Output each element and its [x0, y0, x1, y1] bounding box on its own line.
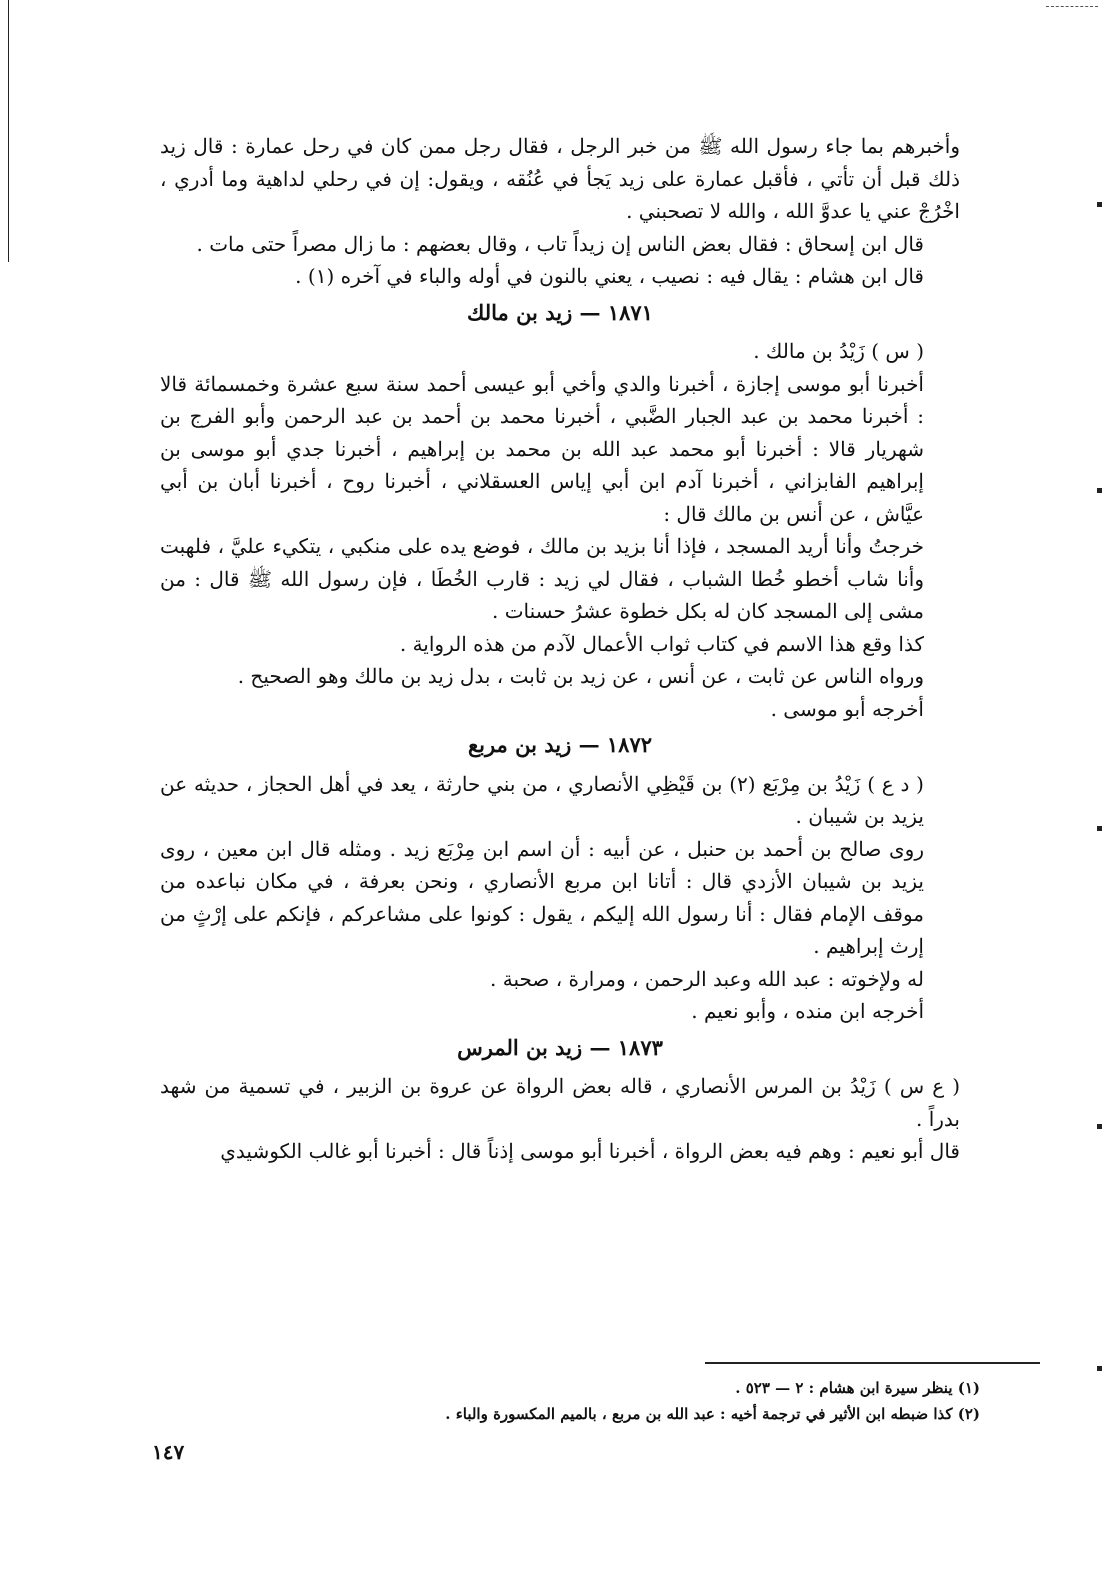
- page-body: [160, 130, 960, 1168]
- paragraph: روى صالح بن أحمد بن حنبل ، عن أبيه : أن اسم ابن مِرْبَع زيد . ومثله قال ابن معين ، روى يزيد بن شيبان الأزدي قال : أتانا ابن مربع الأنصاري ، ونحن بعرفة ، في مكان نباعده من موقف الإمام فقال : أنا رسول الله إليكم ، يقول : كونوا على مشاعركم ، فإنكم على إرْثٍ من إرث إبراهيم .: [160, 836, 924, 958]
- footnote: (١) ينظر سيرة ابن هشام : ٢ — ٥٢٣ .: [735, 1379, 980, 1397]
- paragraph: خرجتُ وأنا أريد المسجد ، فإذا أنا بزيد بن مالك ، فوضع يده على منكبي ، يتكيء عليَّ ، فلهبت وأنا شاب أخطو خُطا الشباب ، فقال لي زيد : قارب الخُطَا ، فإن رسول الله ﷺ قال : من مشى إلى المسجد كان له بكل خطوة عشرُ حسنات .: [160, 534, 924, 623]
- footnotes: [300, 1375, 980, 1427]
- entry-heading-1872: ١٨٧٢ — زيد بن مربع: [467, 732, 653, 757]
- paragraph: وأخبرهم بما جاء رسول الله ﷺ من خبر الرجل ، فقال رجل ممن كان في رحل عمارة : قال زيد ذلك قبل أن تأتي ، فأقبل عمارة على زيد يَجأ في عُنُقه ، ويقول: إن في رحلي لداهية وما أدري ، اخْرُجْ عني يا عدوَّ الله ، والله لا تصحبني .: [160, 134, 960, 223]
- entry-heading-1873: ١٨٧٣ — زيد بن المرس: [457, 1034, 663, 1060]
- paragraph: قال ابن إسحاق : فقال بعض الناس إن زيداً تاب ، وقال بعضهم : ما زال مصراً حتى مات .: [196, 231, 924, 256]
- paragraph: له ولإخوته : عبد الله وعبد الرحمن ، ومرارة ، صحبة .: [490, 966, 924, 991]
- scan-margin-dot: [1097, 202, 1102, 207]
- entry-heading-1871: ١٨٧١ — زيد بن مالك: [467, 299, 653, 325]
- paragraph: قال ابن هشام : يقال فيه : نصيب ، يعني بالنون في أوله والباء في آخره (١) .: [295, 264, 924, 288]
- page-number: ١٤٧: [152, 1440, 185, 1464]
- footnote: (٢) كذا ضبطه ابن الأثير في ترجمة أخيه : عبد الله بن مربع ، بالميم المكسورة والباء .: [445, 1405, 980, 1423]
- scan-margin-dot: [1097, 488, 1102, 493]
- paragraph: قال أبو نعيم : وهم فيه بعض الرواة ، أخبرنا أبو موسى إذناً قال : أخبرنا أبو غالب الكوشيدي: [220, 1139, 960, 1163]
- scan-edge-line: [8, 0, 9, 262]
- entry-title: ( س ) زَيْدُ بن مالك .: [753, 339, 924, 363]
- scan-margin-dot: [1097, 1366, 1102, 1371]
- paragraph: كذا وقع هذا الاسم في كتاب ثواب الأعمال لآدم من هذه الرواية .: [399, 631, 924, 656]
- entry-title: ( د ع ) زَيْدُ بن مِرْبَع (٢) بن قَيْظِي الأنصاري ، من بني حارثة ، يعد في أهل الحجاز ، حديثه عن يزيد بن شيبان .: [160, 771, 924, 828]
- paragraph: أخبرنا أبو موسى إجازة ، أخبرنا والدي وأخي أبو عيسى أحمد سنة سبع عشرة وخمسمائة قالا : أخبرنا محمد بن عبد الجبار الضَّبي ، أخبرنا محمد بن أحمد بن عبد الرحمن وأبو الفرج بن شهريار قالا : أخبرنا أبو محمد عبد الله بن محمد بن إبراهيم ، أخبرنا جدي أبو موسى بن إبراهيم الفابزاني ، أخبرنا آدم ابن أبي إياس العسقلاني ، أخبرنا روح ، أخبرنا أبان بن أبي عيَّاش ، عن أنس بن مالك قال :: [160, 371, 924, 526]
- scan-margin-dot: [1097, 826, 1102, 831]
- paragraph: ورواه الناس عن ثابت ، عن أنس ، عن زيد بن ثابت ، بدل زيد بن مالك وهو الصحيح .: [237, 664, 924, 688]
- entry-title: ( ع س ) زَيْدُ بن المرس الأنصاري ، قاله بعض الرواة عن عروة بن الزبير ، في تسمية من شهد بدراً .: [160, 1074, 960, 1131]
- paragraph: أخرجه ابن منده ، وأبو نعيم .: [691, 999, 924, 1023]
- footnote-divider: [705, 1362, 1040, 1364]
- scan-margin-dot: [1097, 1124, 1102, 1129]
- paragraph: أخرجه أبو موسى .: [770, 696, 924, 721]
- scan-corner-mark: [1046, 6, 1098, 7]
